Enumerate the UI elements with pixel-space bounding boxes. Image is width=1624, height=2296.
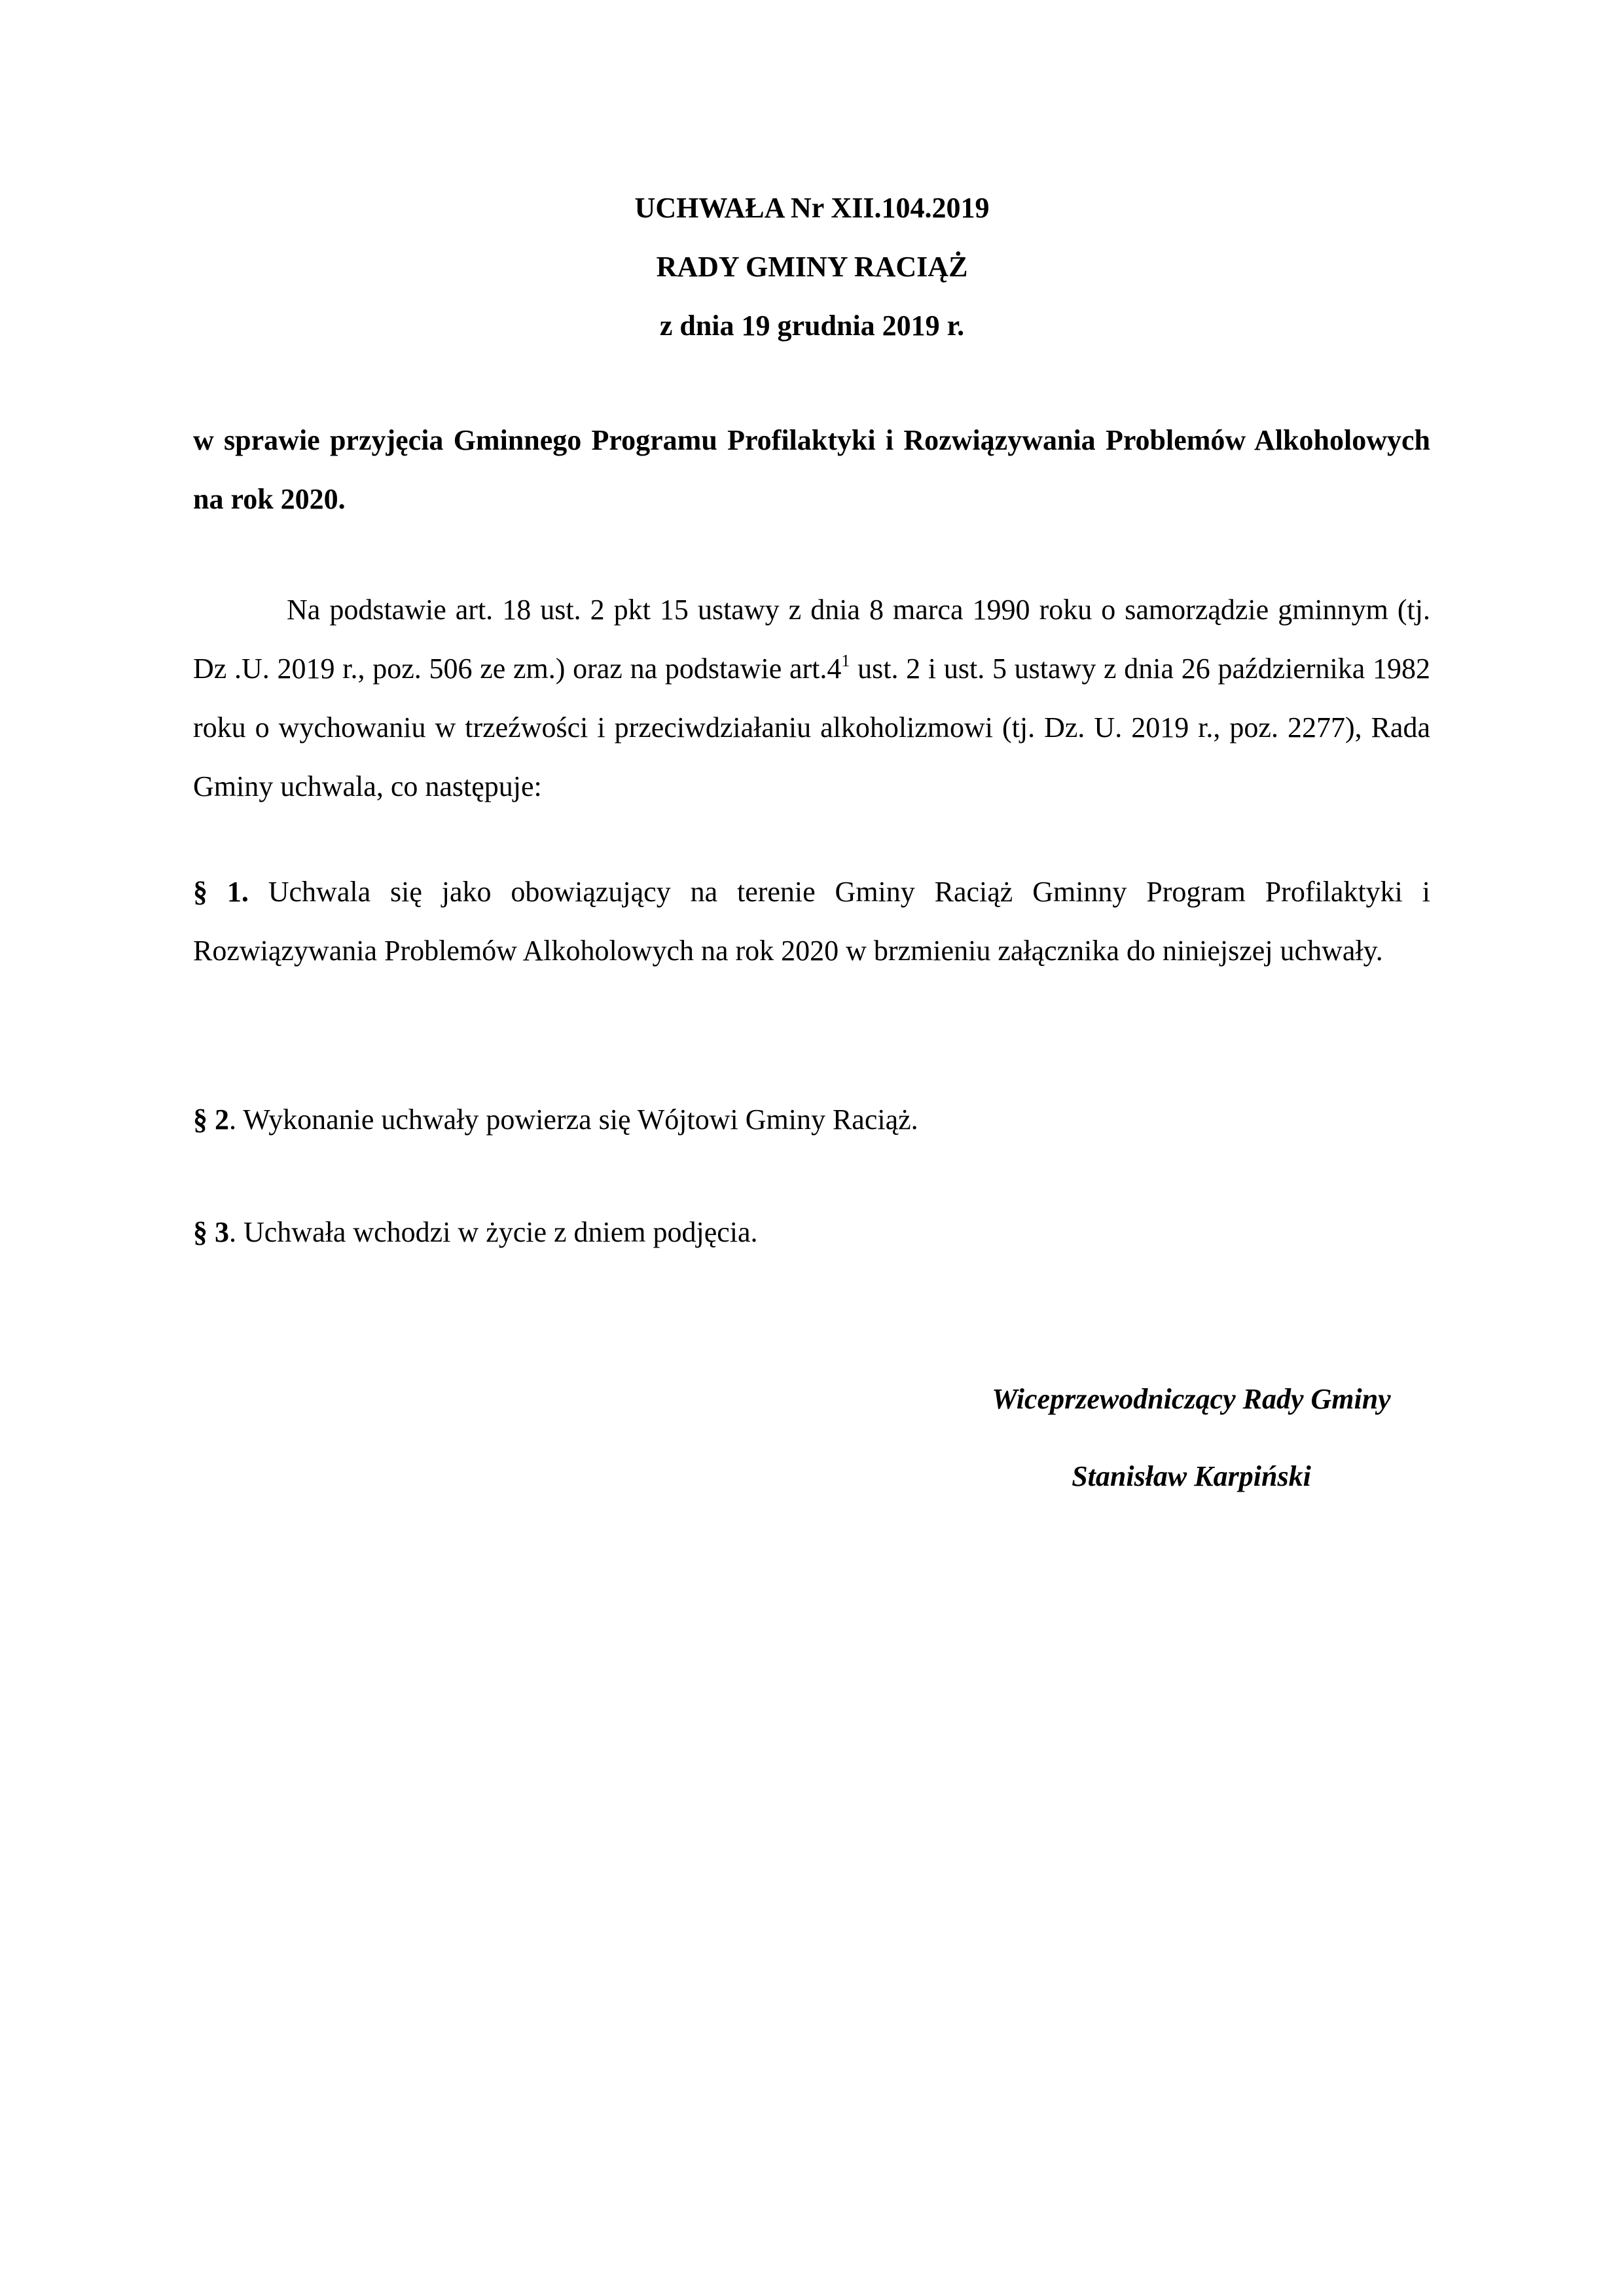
signatory-role: Wiceprzewodniczący Rady Gminy	[992, 1383, 1391, 1415]
document-header	[0, 190, 1624, 367]
resolution-date: z dnia 19 grudnia 2019 r.	[659, 310, 965, 342]
paragraph-2-mark: § 2	[193, 1103, 229, 1136]
preamble-superscript: 1	[841, 651, 850, 670]
paragraph-1-text: Uchwala się jako obowiązujący na terenie Gminy Raciąż Gminny Program Profilaktyki i Rozwiązywania Problemów Alkoholowych na rok 2020 w brzmieniu załącznika do niniejszej uchwały.	[193, 876, 1430, 967]
council-name: RADY GMINY RACIĄŻ	[656, 251, 968, 283]
resolution-number: UCHWAŁA Nr XII.104.2019	[634, 192, 990, 224]
paragraph-2-text: . Wykonanie uchwały powierza się Wójtowi Gminy Raciąż.	[229, 1103, 918, 1136]
resolution-subject: w sprawie przyjęcia Gminnego Programu Profilaktyki i Rozwiązywania Problemów Alkoholowych na rok 2020.	[193, 424, 1430, 515]
signatory-name: Stanisław Karpiński	[1072, 1460, 1311, 1492]
paragraph-2	[193, 1090, 1430, 1149]
paragraph-1-mark: § 1.	[193, 876, 249, 908]
paragraph-3-text: . Uchwała wchodzi w życie z dniem podjęcia.	[229, 1216, 758, 1248]
preamble-text-end: ust. 2 i ust. 5 ustawy z dnia 26 października 1982 roku o wychowaniu w trzeźwości i przeciwdziałaniu alkoholizmowi (tj. Dz. U. 2019 r., poz. 2277), Rada Gminy uchwala, co następuje:	[193, 653, 1430, 802]
paragraph-3-mark: § 3	[193, 1216, 229, 1248]
paragraph-3	[193, 1203, 1430, 1262]
legal-basis-preamble	[193, 581, 1430, 816]
paragraph-1	[193, 863, 1430, 980]
preamble-text-start: Na podstawie art. 18 ust. 2 pkt 15 ustawy z dnia 8 marca 1990 roku o samorządzie gminnym (tj. Dz .U. 2019 r., poz. 506 ze zm.) oraz na podstawie art.4	[193, 594, 1430, 685]
